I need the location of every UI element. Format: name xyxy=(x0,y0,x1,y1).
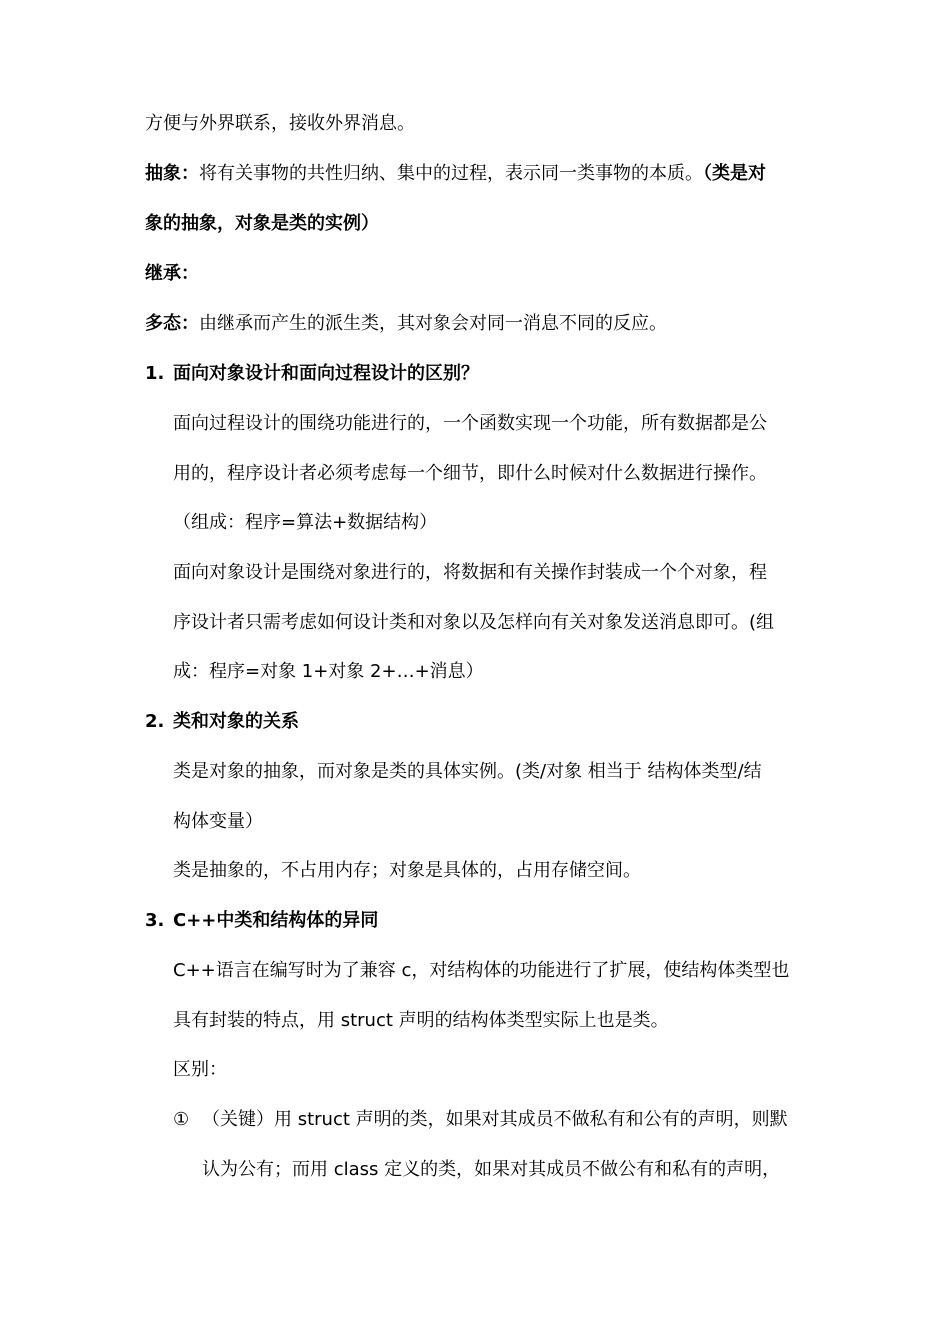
paragraph-line: 成：程序=对象 1+对象 2+…+消息） xyxy=(173,661,484,682)
definition-polymorphism xyxy=(145,311,667,337)
section-title: 类和对象的关系 xyxy=(173,711,299,732)
list-item-line: （关键）用 struct 声明的类，如果对其成员不做私有和公有的声明，则默 xyxy=(202,1109,788,1130)
paragraph-line: 类是抽象的，不占用内存；对象是具体的，占用存储空间。 xyxy=(173,860,641,881)
paragraph-line: （组成：程序=算法+数据结构） xyxy=(173,512,438,533)
paragraph-line: 类是对象的抽象，而对象是类的具体实例。(类/对象 相当于 结构体类型/结 xyxy=(173,761,762,782)
term-inheritance: 继承： xyxy=(145,263,199,284)
definition-abstraction xyxy=(145,161,766,187)
definition-note: （类是对 xyxy=(703,163,766,184)
section-title: 面向对象设计和面向过程设计的区别？ xyxy=(173,363,479,384)
term-abstraction: 抽象： xyxy=(145,163,199,184)
paragraph-line: 面向过程设计的围绕功能进行的，一个函数实现一个功能，所有数据都是公 xyxy=(173,413,767,434)
paragraph-line: 用的，程序设计者必须考虑每一个细节，即什么时候对什么数据进行操作。 xyxy=(173,463,767,484)
paragraph-line: 序设计者只需考虑如何设计类和对象以及怎样向有关对象发送消息即可。(组 xyxy=(173,612,775,633)
section-number: 2. xyxy=(145,711,165,732)
section-number: 1. xyxy=(145,363,165,384)
paragraph-line: C++语言在编写时为了兼容 c，对结构体的功能进行了扩展，使结构体类型也 xyxy=(173,960,790,981)
definition-text: 由继承而产生的派生类，其对象会对同一消息不同的反应。 xyxy=(199,313,667,334)
definition-text: 将有关事物的共性归纳、集中的过程，表示同一类事物的本质。 xyxy=(199,163,703,184)
definition-note-continued: 象的抽象，对象是类的实例） xyxy=(145,213,379,234)
paragraph-line: 构体变量） xyxy=(173,811,263,832)
paragraph-line: 方便与外界联系，接收外界消息。 xyxy=(145,113,415,134)
paragraph-line: 具有封装的特点，用 struct 声明的结构体类型实际上也是类。 xyxy=(173,1010,669,1031)
term-polymorphism: 多态： xyxy=(145,313,199,334)
section-title: C++中类和结构体的异同 xyxy=(173,910,379,931)
list-item-line: 认为公有；而用 class 定义的类，如果对其成员不做公有和私有的声明， xyxy=(202,1159,781,1180)
list-marker: ① xyxy=(173,1109,190,1130)
paragraph-line: 区别： xyxy=(173,1059,227,1080)
section-number: 3. xyxy=(145,910,165,931)
paragraph-line: 面向对象设计是围绕对象进行的，将数据和有关操作封装成一个个对象，程 xyxy=(173,562,767,583)
